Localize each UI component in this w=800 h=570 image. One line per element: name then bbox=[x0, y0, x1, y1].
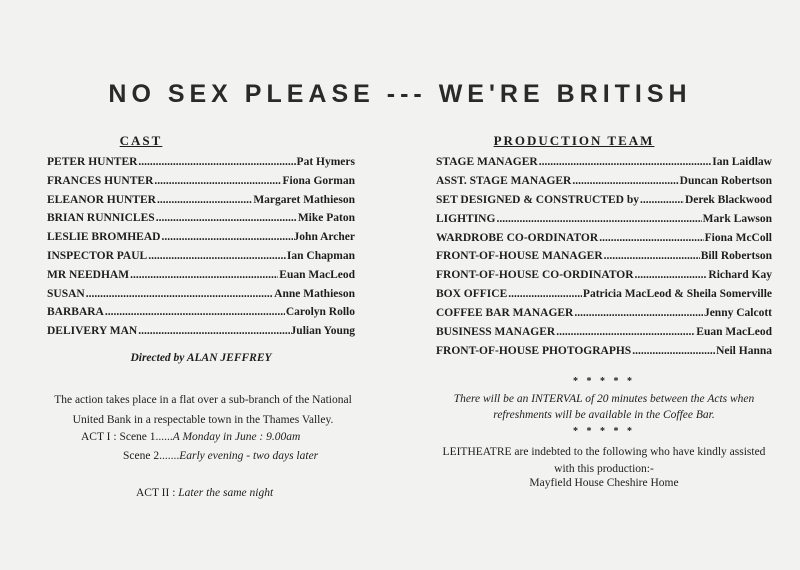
cast-role: SUSAN bbox=[47, 287, 85, 300]
cast-heading: CAST bbox=[119, 133, 163, 148]
production-team-heading: PRODUCTION TEAM bbox=[493, 133, 655, 148]
crew-name: Neil Hanna bbox=[716, 344, 772, 357]
cast-role: BRIAN RUNNICLES bbox=[47, 212, 155, 225]
cast-row bbox=[47, 266, 355, 285]
crew-role: STAGE MANAGER bbox=[436, 156, 538, 168]
crew-role: FRONT-OF-HOUSE PHOTOGRAPHS bbox=[436, 344, 632, 357]
crew-name: Mark Lawson bbox=[702, 212, 772, 225]
cast-role: DELIVERY MAN bbox=[47, 325, 138, 338]
scene2-label: Scene 2....... bbox=[123, 450, 180, 462]
leader-dots bbox=[539, 153, 712, 172]
cast-row bbox=[47, 209, 355, 228]
crew-role: WARDROBE CO-ORDINATOR bbox=[436, 231, 599, 244]
crew-role: BOX OFFICE bbox=[436, 288, 508, 301]
crew-role: SET DESIGNED & CONSTRUCTED by bbox=[436, 193, 640, 206]
crew-name: Euan MacLeod bbox=[696, 326, 772, 339]
cast-name: Pat Hymers bbox=[296, 156, 355, 168]
leader-dots bbox=[130, 266, 278, 285]
cast-name: Carolyn Rollo bbox=[285, 306, 355, 319]
crew-name: Richard Kay bbox=[708, 269, 772, 282]
leader-dots bbox=[508, 285, 582, 304]
cast-role: INSPECTOR PAUL bbox=[47, 249, 148, 262]
cast-name: Julian Young bbox=[290, 325, 355, 338]
cast-row bbox=[47, 303, 355, 322]
crew-role: COFFEE BAR MANAGER bbox=[436, 307, 574, 320]
crew-row bbox=[436, 285, 772, 304]
cast-list bbox=[47, 153, 355, 341]
act1-scene2 bbox=[123, 450, 318, 462]
crew-name: Fiona McColl bbox=[704, 231, 772, 244]
crew-name: Patricia MacLeod & Sheila Somerville bbox=[582, 288, 772, 301]
production-team-section bbox=[436, 133, 772, 361]
crew-row bbox=[436, 266, 772, 285]
crew-role: ASST. STAGE MANAGER bbox=[436, 174, 572, 187]
crew-row bbox=[436, 304, 772, 323]
leader-dots bbox=[138, 153, 295, 172]
cast-section bbox=[47, 133, 355, 341]
setting-description: The action takes place in a flat over a sub-branch of the National United Bank in a respectable town in the Thames Valley. bbox=[54, 394, 352, 426]
cast-role: LESLIE BROMHEAD bbox=[47, 231, 161, 244]
leader-dots bbox=[640, 191, 684, 210]
cast-row bbox=[47, 322, 355, 341]
cast-row bbox=[47, 228, 355, 247]
crew-name: Jenny Calcott bbox=[703, 307, 772, 320]
crew-row bbox=[436, 210, 772, 229]
stars-divider-top: * * * * * bbox=[573, 376, 635, 387]
cast-row bbox=[47, 153, 355, 172]
crew-row bbox=[436, 229, 772, 248]
cast-role: ELEANOR HUNTER bbox=[47, 193, 156, 206]
act1-label: ACT I : Scene 1...... bbox=[81, 431, 173, 443]
crew-row bbox=[436, 342, 772, 361]
cast-name: Ian Chapman bbox=[286, 249, 355, 262]
leader-dots bbox=[161, 228, 292, 247]
leader-dots bbox=[572, 172, 678, 191]
cast-name: John Archer bbox=[293, 231, 355, 244]
cast-name: Anne Mathieson bbox=[274, 287, 355, 300]
leader-dots bbox=[635, 266, 708, 285]
act1-scene1 bbox=[81, 431, 300, 443]
leader-dots bbox=[556, 323, 695, 342]
leader-dots bbox=[154, 172, 281, 191]
cast-name: Margaret Mathieson bbox=[253, 193, 355, 206]
crew-row bbox=[436, 191, 772, 210]
cast-role: MR NEEDHAM bbox=[47, 268, 130, 281]
cast-row bbox=[47, 247, 355, 266]
cast-row bbox=[47, 191, 355, 210]
leader-dots bbox=[138, 322, 289, 341]
crew-name: Ian Laidlaw bbox=[712, 156, 772, 168]
cast-row bbox=[47, 285, 355, 304]
crew-row bbox=[436, 172, 772, 191]
leader-dots bbox=[604, 247, 700, 266]
cast-role: PETER HUNTER bbox=[47, 156, 138, 168]
crew-role: FRONT-OF-HOUSE MANAGER bbox=[436, 250, 603, 263]
act2-label: ACT II : bbox=[136, 487, 179, 499]
acknowledgement: LEITHEATRE are indebted to the following who have kindly assisted with this production:- bbox=[442, 446, 766, 475]
cast-role: BARBARA bbox=[47, 306, 104, 319]
leader-dots bbox=[496, 210, 701, 229]
crew-row bbox=[436, 323, 772, 342]
cast-name: Euan MacLeod bbox=[279, 268, 355, 281]
leader-dots bbox=[148, 247, 286, 266]
crew-name: Duncan Robertson bbox=[679, 174, 772, 187]
leader-dots bbox=[86, 285, 273, 304]
crew-name: Bill Robertson bbox=[700, 250, 772, 263]
leader-dots bbox=[105, 303, 285, 322]
crew-role: FRONT-OF-HOUSE CO-ORDINATOR bbox=[436, 269, 634, 282]
leader-dots bbox=[632, 342, 715, 361]
act1-scene2-text: Early evening - two days later bbox=[179, 450, 319, 462]
cast-role: FRANCES HUNTER bbox=[47, 174, 154, 187]
crew-row bbox=[436, 153, 772, 172]
production-team-list bbox=[436, 153, 772, 361]
leader-dots bbox=[157, 191, 252, 210]
cast-name: Mike Paton bbox=[297, 212, 355, 225]
leader-dots bbox=[574, 304, 703, 323]
crew-name: Derek Blackwood bbox=[685, 193, 772, 206]
crew-role: LIGHTING bbox=[436, 212, 496, 225]
crew-row bbox=[436, 247, 772, 266]
act1-scene1-text: A Monday in June : 9.00am bbox=[172, 431, 301, 443]
stars-divider-bottom: * * * * * bbox=[573, 426, 635, 437]
leader-dots bbox=[156, 209, 297, 228]
cast-row bbox=[47, 172, 355, 191]
acknowledgement-name: Mayfield House Cheshire Home bbox=[529, 477, 679, 489]
act2-text: Later the same night bbox=[178, 487, 274, 499]
interval-notice: There will be an INTERVAL of 20 minutes between the Acts when refreshments will be available in the Coffee Bar. bbox=[453, 393, 755, 421]
programme-title: NO SEX PLEASE --- WE'RE BRITISH bbox=[108, 80, 692, 108]
director-credit: Directed by ALAN JEFFREY bbox=[130, 352, 272, 364]
leader-dots bbox=[599, 229, 703, 248]
act2 bbox=[136, 487, 273, 499]
crew-role: BUSINESS MANAGER bbox=[436, 326, 556, 339]
cast-name: Fiona Gorman bbox=[282, 174, 355, 187]
